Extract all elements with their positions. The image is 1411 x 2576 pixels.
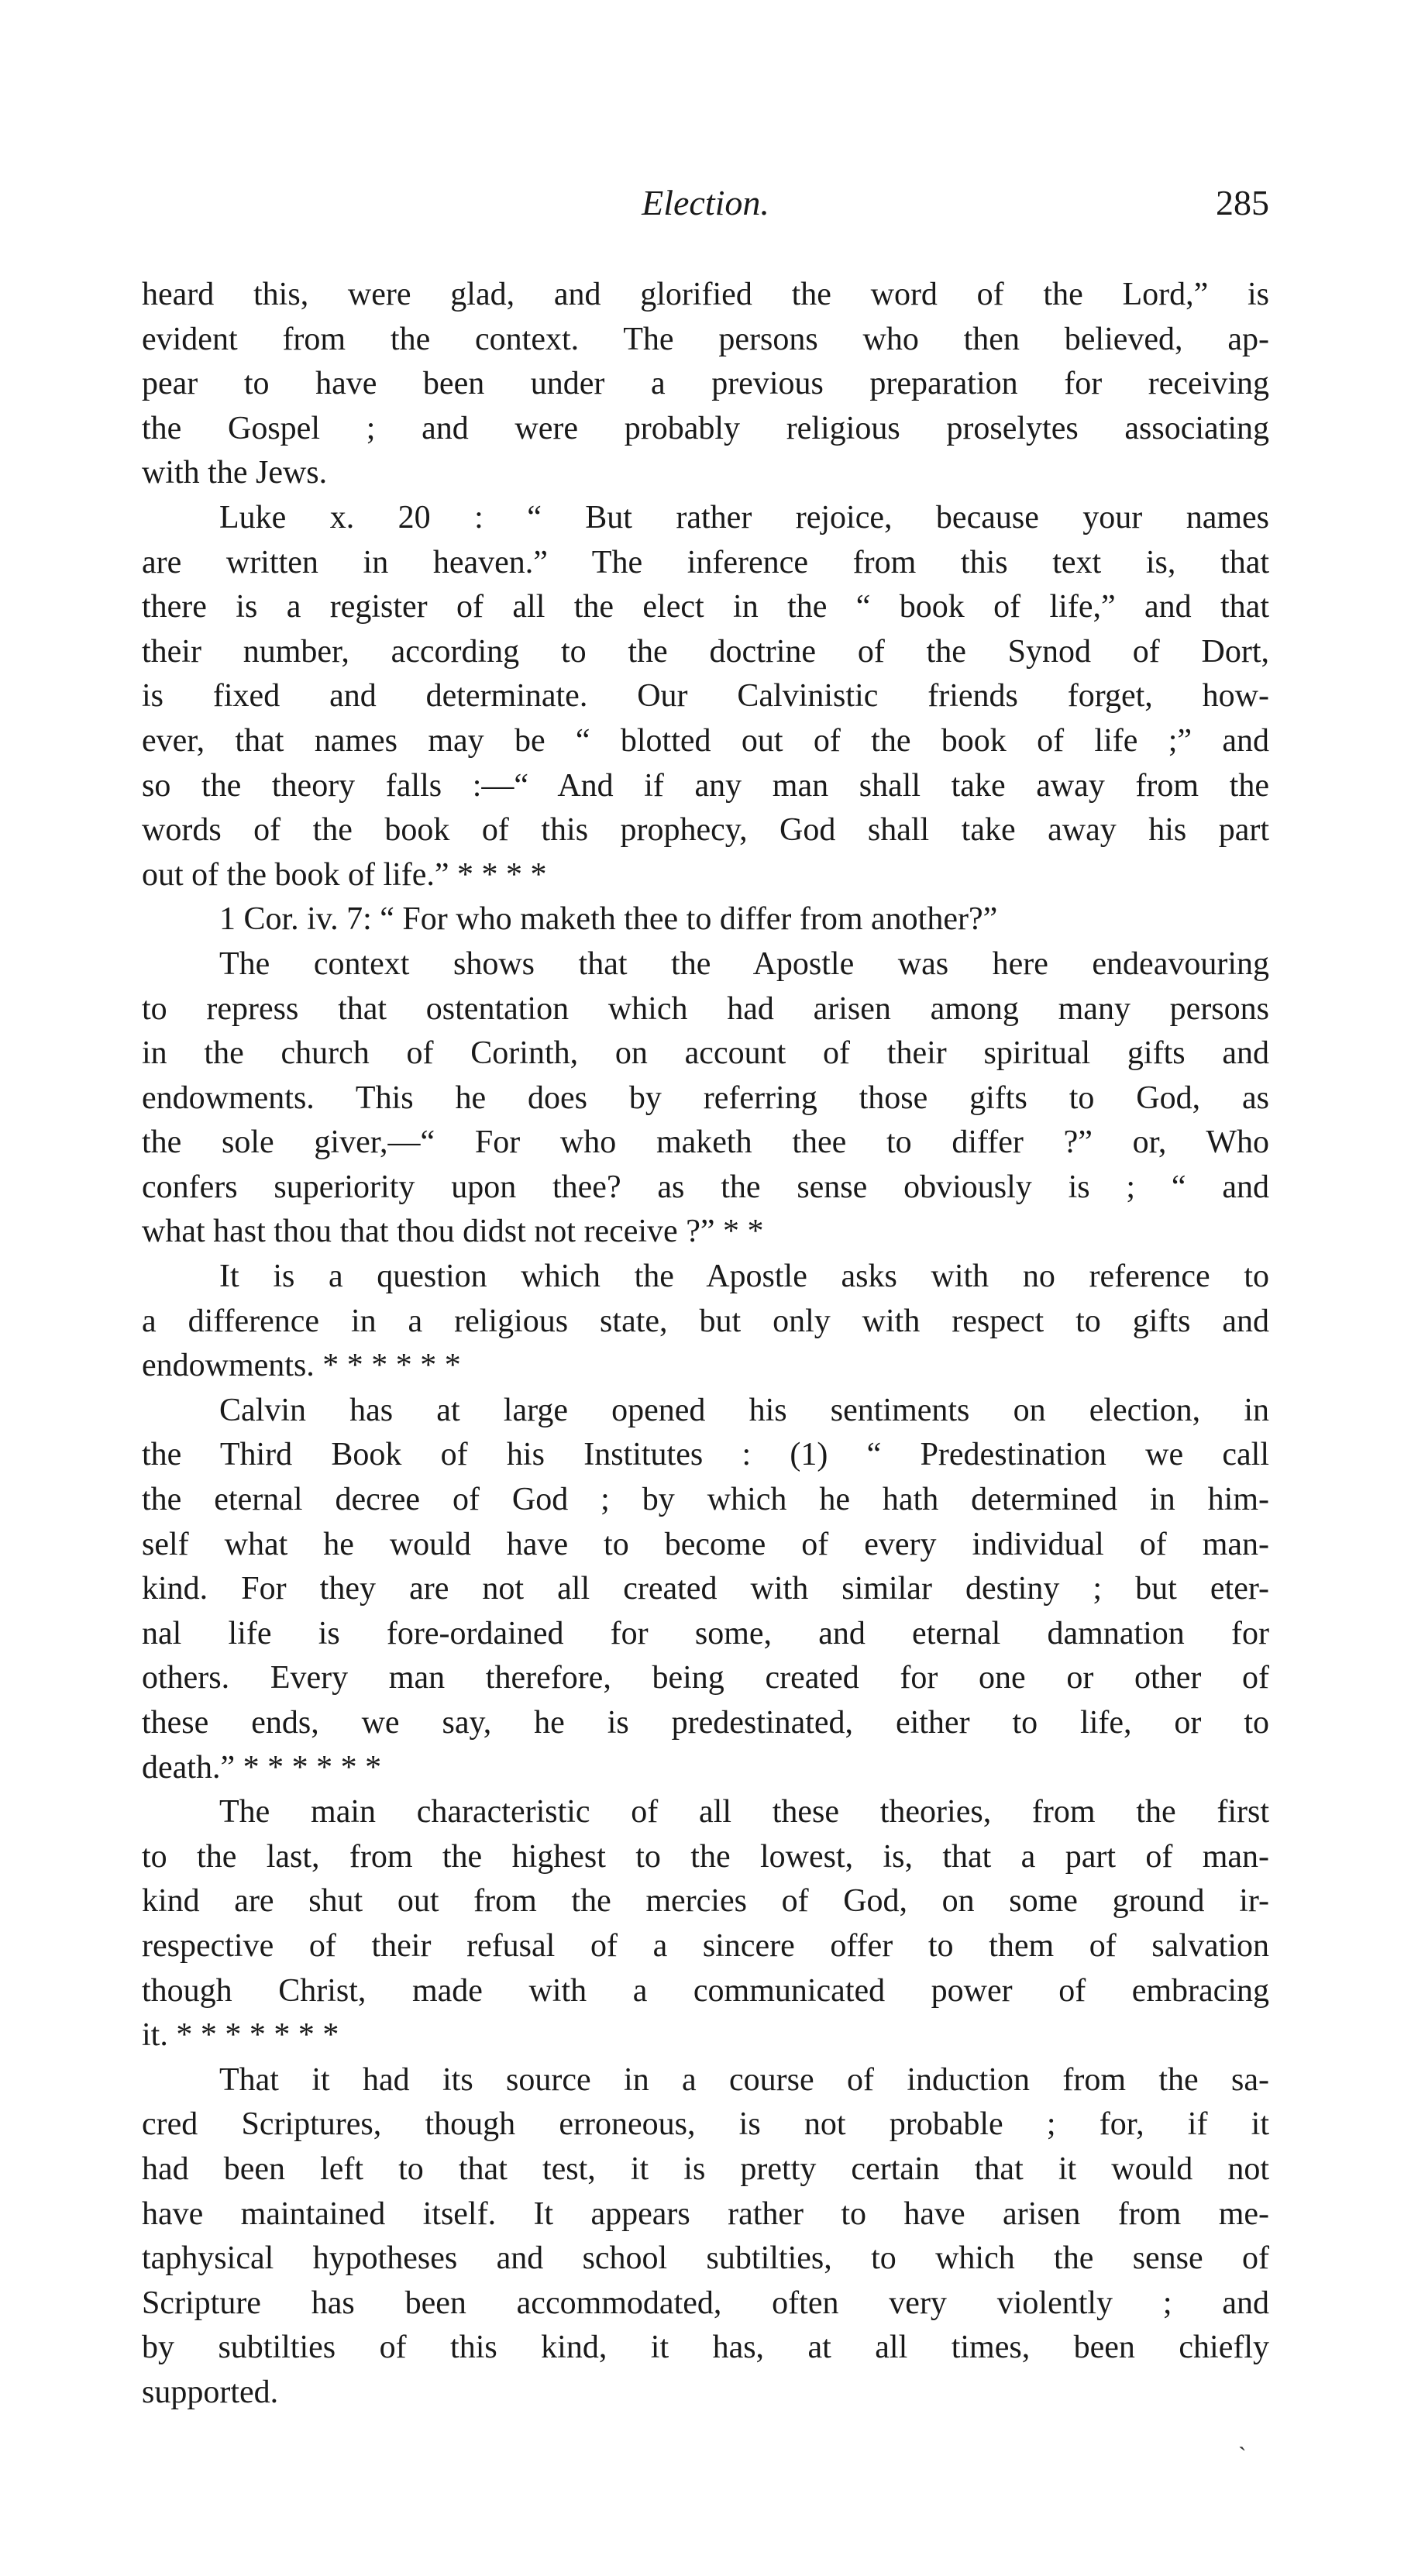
text-line: Luke x. 20 : “ But rather rejoice, because your names (219, 499, 1269, 536)
text-line: with the Jews. (142, 455, 328, 491)
text-line: kind are shut out from the mercies of God, on some ground ir- (142, 1883, 1269, 1920)
paragraph (142, 1389, 1269, 1790)
text-line: kind. For they are not all created with similar destiny ; but eter- (142, 1571, 1269, 1607)
text-line: cred Scriptures, though erroneous, is not probable ; for, if it (142, 2106, 1269, 2143)
text-line: Scripture has been accommodated, often very violently ; and (142, 2285, 1269, 2321)
text-line: others. Every man therefore, being created for one or other of (142, 1660, 1269, 1696)
text-line: supported. (142, 2374, 279, 2410)
text-line: a difference in a religious state, but only with respect to gifts and (142, 1303, 1269, 1339)
paragraph (142, 942, 1269, 1255)
text-line: though Christ, made with a communicated power of embracing (142, 1972, 1269, 2009)
text-line: taphysical hypotheses and school subtilties, to which the sense of (142, 2240, 1269, 2277)
paragraph (142, 1255, 1269, 1389)
text-line: It is a question which the Apostle asks with no reference to (219, 1259, 1269, 1295)
text-line: in the church of Corinth, on account of their spiritual gifts and (142, 1035, 1269, 1072)
text-line: 1 Cor. iv. 7: “ For who maketh thee to differ from another?” (219, 901, 998, 938)
text-line: nal life is fore-ordained for some, and eternal damnation for (142, 1615, 1269, 1651)
text-line: confers superiority upon thee? as the sense obviously is ; “ and (142, 1169, 1269, 1205)
text-line: the sole giver,—“ For who maketh thee to differ ?” or, Who (142, 1124, 1269, 1161)
text-line: heard this, were glad, and glorified the word of the Lord,” is (142, 277, 1269, 312)
text-line: words of the book of this prophecy, God shall take away his part (142, 812, 1269, 849)
text-line: it. * * * * * * * (142, 2017, 339, 2054)
text-line: have maintained itself. It appears rather to have arisen from me- (142, 2195, 1269, 2232)
paragraph (142, 1790, 1269, 2058)
text-line: the Third Book of his Institutes : (1) “ Predestination we call (142, 1437, 1269, 1473)
text-line: ever, that names may be “ blotted out of the book of life ;” and (142, 722, 1269, 759)
text-line: respective of their refusal of a sincere offer to them of salvation (142, 1927, 1269, 1964)
text-line: self what he would have to become of every individual of man- (142, 1526, 1269, 1562)
running-head (142, 180, 1269, 226)
text-line: is fixed and determinate. Our Calvinistic friends forget, how- (142, 678, 1269, 715)
text-line: are written in heaven.” The inference from this text is, that (142, 544, 1269, 580)
text-line: what hast thou that thou didst not receive ?” * * (142, 1214, 764, 1250)
text-line: their number, according to the doctrine of the Synod of Dort, (142, 633, 1269, 670)
text-line: out of the book of life.” * * * * (142, 856, 547, 893)
text-line: pear to have been under a previous preparation for receiving (142, 366, 1269, 402)
text-line: by subtilties of this kind, it has, at all times, been chiefly (142, 2330, 1269, 2366)
text-line: That it had its source in a course of induction from the sa- (219, 2061, 1269, 2098)
text-line: The main characteristic of all these theories, from the first (219, 1794, 1269, 1830)
printer-mark: ˏ (1238, 2423, 1247, 2450)
text-line: had been left to that test, it is pretty certain that it would not (142, 2151, 1269, 2187)
text-line: Calvin has at large opened his sentiments on election, in (219, 1392, 1269, 1428)
text-line: the Gospel ; and were probably religious proselytes associating (142, 410, 1269, 446)
text-line: to repress that ostentation which had arisen among many persons (142, 990, 1269, 1027)
body-text (142, 273, 1269, 2416)
running-title: Election. (642, 183, 769, 222)
paragraph (142, 496, 1269, 897)
text-line: death.” * * * * * * (142, 1749, 382, 1786)
page-number: 285 (1216, 183, 1269, 222)
text-line: The context shows that the Apostle was here endeavouring (219, 945, 1269, 982)
text-line: these ends, we say, he is predestinated, either to life, or to (142, 1705, 1269, 1741)
text-line: endowments. This he does by referring those gifts to God, as (142, 1080, 1269, 1116)
paragraph (142, 2058, 1269, 2416)
paragraph (142, 273, 1269, 496)
paragraph (142, 897, 1269, 942)
text-line: the eternal decree of God ; by which he hath determined in him- (142, 1482, 1269, 1518)
text-line: so the theory falls :—“ And if any man shall take away from the (142, 767, 1269, 804)
text-line: there is a register of all the elect in the “ book of life,” and that (142, 589, 1269, 625)
text-line: endowments. * * * * * * (142, 1348, 461, 1384)
text-line: evident from the context. The persons who then believed, ap- (142, 321, 1269, 357)
text-line: to the last, from the highest to the lowest, is, that a part of man- (142, 1838, 1269, 1875)
